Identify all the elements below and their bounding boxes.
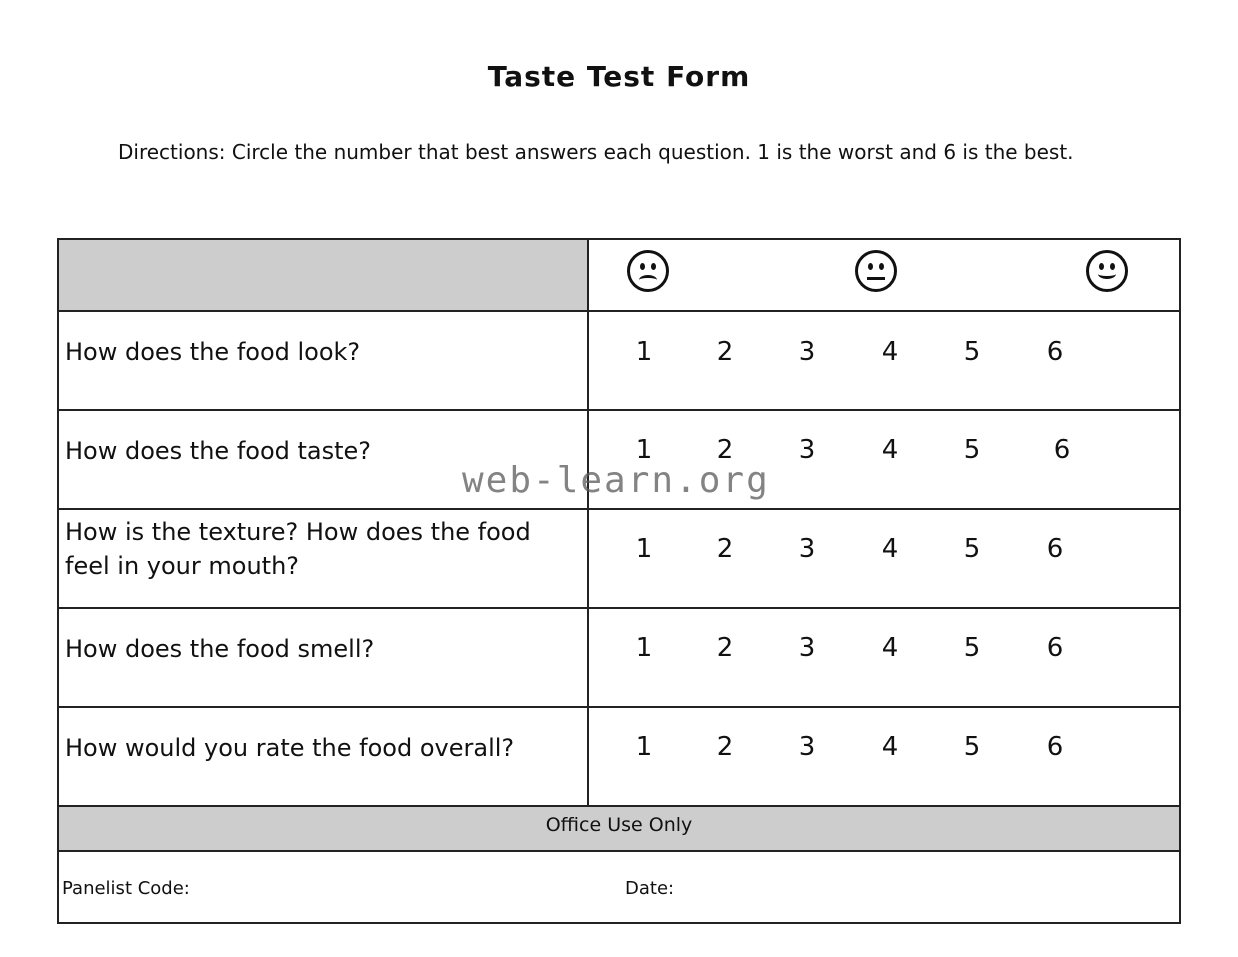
question-text: How would you rate the food overall? <box>59 708 589 805</box>
rating-3[interactable]: 3 <box>798 337 816 367</box>
rating-5[interactable]: 5 <box>963 534 981 564</box>
watermark-text: web-learn.org <box>462 460 770 501</box>
rating-6[interactable]: 6 <box>1053 435 1071 465</box>
rating-6[interactable]: 6 <box>1046 534 1064 564</box>
directions-text: Directions: Circle the number that best answers each question. 1 is the worst and 6 is the best. <box>118 140 1074 164</box>
form-title: Taste Test Form <box>487 60 751 93</box>
rating-3[interactable]: 3 <box>798 435 816 465</box>
rating-2[interactable]: 2 <box>716 435 734 465</box>
rating-4[interactable]: 4 <box>881 337 899 367</box>
panelist-code-label: Panelist Code: <box>62 878 190 899</box>
rating-2[interactable]: 2 <box>716 337 734 367</box>
rating-1[interactable]: 1 <box>635 534 653 564</box>
question-text: How does the food smell? <box>59 609 589 706</box>
rating-1[interactable]: 1 <box>635 732 653 762</box>
rating-4[interactable]: 4 <box>881 534 899 564</box>
office-use-header: Office Use Only <box>59 807 1179 852</box>
rating-options <box>589 708 1179 805</box>
happy-face-icon <box>1086 250 1128 292</box>
question-row-texture <box>59 510 1179 609</box>
rating-1[interactable]: 1 <box>635 633 653 663</box>
rating-table <box>57 238 1181 924</box>
question-row-overall <box>59 708 1179 807</box>
rating-3[interactable]: 3 <box>798 534 816 564</box>
rating-1[interactable]: 1 <box>635 337 653 367</box>
neutral-face-icon <box>855 250 897 292</box>
rating-4[interactable]: 4 <box>881 435 899 465</box>
rating-3[interactable]: 3 <box>798 633 816 663</box>
rating-options <box>589 510 1179 607</box>
rating-5[interactable]: 5 <box>963 633 981 663</box>
question-text: How does the food taste? <box>59 411 589 508</box>
sad-face-icon <box>627 250 669 292</box>
rating-4[interactable]: 4 <box>881 732 899 762</box>
rating-6[interactable]: 6 <box>1046 337 1064 367</box>
rating-options <box>589 312 1179 409</box>
rating-options <box>589 609 1179 706</box>
question-text: How does the food look? <box>59 312 589 409</box>
question-row-look <box>59 312 1179 411</box>
question-text: How is the texture? How does the food feel in your mouth? <box>59 510 589 607</box>
rating-3[interactable]: 3 <box>798 732 816 762</box>
rating-4[interactable]: 4 <box>881 633 899 663</box>
face-scale-cell <box>589 240 1179 310</box>
table-header-row <box>59 240 1179 312</box>
rating-5[interactable]: 5 <box>963 732 981 762</box>
rating-6[interactable]: 6 <box>1046 633 1064 663</box>
office-use-fields <box>59 852 1179 922</box>
rating-2[interactable]: 2 <box>716 732 734 762</box>
rating-2[interactable]: 2 <box>716 534 734 564</box>
rating-5[interactable]: 5 <box>963 435 981 465</box>
rating-1[interactable]: 1 <box>635 435 653 465</box>
rating-2[interactable]: 2 <box>716 633 734 663</box>
rating-5[interactable]: 5 <box>963 337 981 367</box>
header-blank-cell <box>59 240 589 310</box>
rating-6[interactable]: 6 <box>1046 732 1064 762</box>
date-label: Date: <box>625 878 675 899</box>
question-row-smell <box>59 609 1179 708</box>
